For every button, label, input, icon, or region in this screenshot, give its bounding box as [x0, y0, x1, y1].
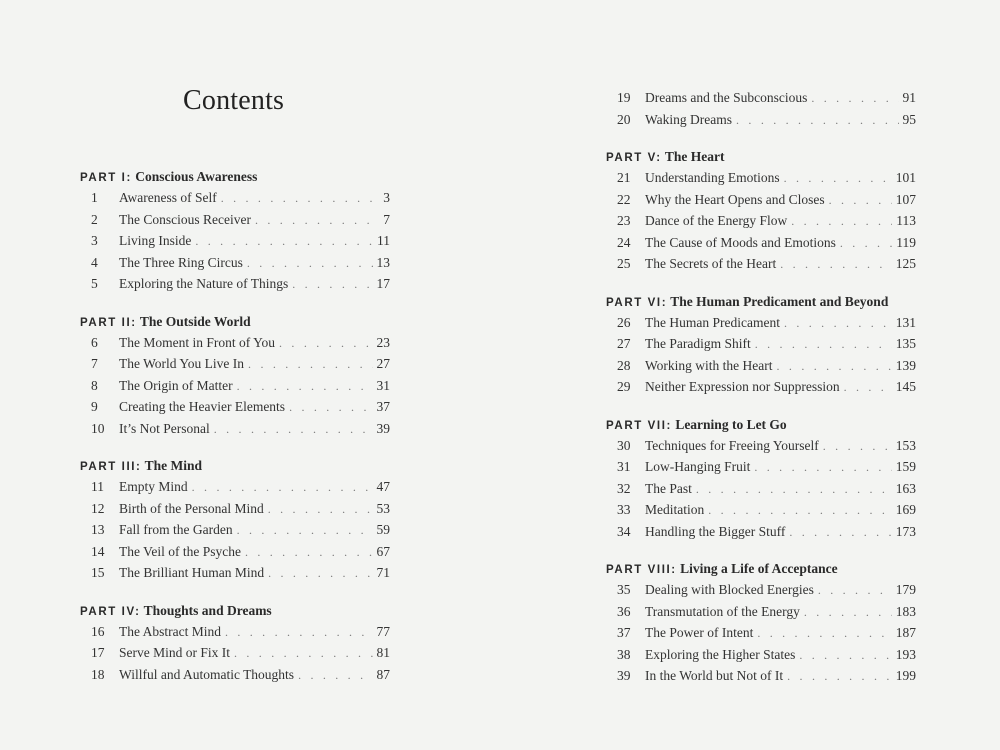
- page-number: 11: [377, 233, 390, 248]
- dot-leader: [829, 190, 892, 212]
- chapter-title: The Human Predicament: [645, 314, 780, 330]
- chapter-title: The Veil of the Psyche: [119, 543, 241, 559]
- chapter-number: 12: [91, 500, 105, 516]
- dot-leader: [195, 231, 373, 253]
- toc-entry[interactable]: [606, 87, 916, 109]
- toc-entry[interactable]: [80, 621, 390, 643]
- page-number: 53: [376, 500, 390, 516]
- chapter-number: 31: [617, 459, 631, 474]
- page-number: 47: [376, 479, 390, 494]
- page-number: 95: [902, 111, 916, 127]
- dot-leader: [777, 356, 892, 378]
- toc-entry[interactable]: [80, 541, 390, 563]
- chapter-title: Willful and Automatic Thoughts: [119, 666, 295, 682]
- page-number: 17: [376, 276, 390, 291]
- part-heading: [606, 291, 916, 312]
- toc-right-column: [606, 87, 916, 687]
- chapter-number: 1: [91, 190, 98, 205]
- part-label: PART II:: [80, 316, 137, 329]
- dot-leader: [818, 580, 892, 602]
- chapter-title: Empty Mind: [119, 479, 188, 494]
- dot-leader: [245, 542, 373, 564]
- chapter-title: The Paradigm Shift: [645, 336, 751, 351]
- toc-entry[interactable]: [606, 499, 916, 521]
- chapter-number: 7: [91, 356, 98, 371]
- toc-entry[interactable]: [80, 187, 390, 209]
- part-title: The Outside World: [139, 313, 251, 329]
- page-number: 101: [895, 170, 916, 185]
- chapter-title: Understanding Emotions: [645, 170, 780, 185]
- chapter-title: Exploring the Nature of Things: [119, 276, 289, 291]
- toc-entry[interactable]: [606, 210, 916, 232]
- chapter-number: 20: [617, 111, 631, 127]
- chapter-title: The Three Ring Circus: [119, 254, 243, 270]
- chapter-number: 26: [617, 314, 631, 330]
- dot-leader: [268, 499, 373, 521]
- toc-entry[interactable]: [80, 209, 390, 231]
- toc-entry[interactable]: [80, 642, 390, 664]
- page-number: 39: [376, 420, 390, 436]
- chapter-title: The Conscious Receiver: [119, 211, 251, 227]
- toc-entry[interactable]: [606, 109, 916, 131]
- dot-leader: [268, 563, 372, 585]
- page-number: 169: [895, 502, 916, 517]
- chapter-title: The Power of Intent: [645, 625, 754, 640]
- part-heading: [606, 558, 916, 579]
- chapter-number: 23: [617, 213, 631, 228]
- toc-entry[interactable]: [606, 333, 916, 355]
- dot-leader: [755, 334, 892, 356]
- dot-leader: [298, 665, 372, 687]
- part-section: [80, 600, 390, 686]
- toc-entry[interactable]: [606, 376, 916, 398]
- dot-leader: [789, 522, 891, 544]
- page-number: 3: [383, 190, 390, 205]
- dot-leader: [787, 666, 892, 688]
- page-number: 31: [376, 377, 390, 393]
- toc-entry[interactable]: [80, 375, 390, 397]
- chapter-number: 39: [617, 668, 631, 683]
- part-label: PART VIII:: [606, 564, 677, 576]
- dot-leader: [696, 479, 892, 501]
- chapter-title: Living Inside: [119, 233, 192, 248]
- chapter-title: Dealing with Blocked Energies: [645, 582, 814, 597]
- chapter-number: 29: [617, 379, 631, 394]
- page-number: 27: [376, 356, 390, 371]
- page-number: 23: [376, 334, 390, 350]
- dot-leader: [780, 254, 892, 276]
- dot-leader: [192, 477, 373, 499]
- toc-entry[interactable]: [80, 418, 390, 440]
- page-number: 139: [895, 357, 916, 373]
- dot-leader: [214, 419, 373, 441]
- toc-entry[interactable]: [606, 601, 916, 623]
- chapter-title: Dance of the Energy Flow: [645, 213, 788, 228]
- page-number: 159: [895, 459, 916, 474]
- toc-entry[interactable]: [80, 664, 390, 686]
- part-label: PART IV:: [80, 605, 141, 618]
- dot-leader: [823, 436, 892, 458]
- page-number: 163: [895, 480, 916, 496]
- part-label: PART VII:: [606, 419, 672, 432]
- dot-leader: [289, 397, 372, 419]
- page-number: 173: [895, 523, 916, 539]
- chapter-title: Techniques for Freeing Yourself: [645, 437, 819, 453]
- chapter-number: 27: [617, 336, 631, 351]
- dot-leader: [234, 643, 373, 665]
- chapter-number: 36: [617, 603, 631, 619]
- part-section: [80, 455, 390, 584]
- part-section: [80, 166, 390, 295]
- chapter-number: 34: [617, 523, 631, 539]
- chapter-number: 2: [91, 211, 98, 227]
- page-number: 125: [895, 256, 916, 271]
- dot-leader: [247, 253, 373, 275]
- toc-entry[interactable]: [80, 562, 390, 584]
- page-number: 71: [376, 565, 390, 580]
- chapter-number: 4: [91, 254, 98, 270]
- page-number: 179: [895, 582, 916, 597]
- page-number: 77: [376, 623, 390, 639]
- chapter-title: The Brilliant Human Mind: [119, 565, 265, 580]
- dot-leader: [784, 313, 892, 335]
- chapter-number: 6: [91, 334, 98, 350]
- page-number: 145: [895, 379, 916, 394]
- chapter-number: 15: [91, 565, 105, 580]
- page-number: 87: [376, 666, 390, 682]
- chapter-title: Why the Heart Opens and Closes: [645, 191, 825, 207]
- chapter-title: The Secrets of the Heart: [645, 256, 777, 271]
- dot-leader: [799, 645, 891, 667]
- part-label: PART III:: [80, 461, 142, 473]
- chapter-number: 33: [617, 502, 631, 517]
- part-label: PART V:: [606, 152, 662, 164]
- chapter-title: The Origin of Matter: [119, 377, 233, 393]
- part-section: [80, 311, 390, 440]
- dot-leader: [840, 233, 892, 255]
- page-number: 153: [895, 437, 916, 453]
- chapter-title: The World You Live In: [119, 356, 245, 371]
- part-title: Learning to Let Go: [675, 416, 787, 432]
- toc-entry[interactable]: [606, 478, 916, 500]
- toc-entry[interactable]: [80, 230, 390, 252]
- page-number: 119: [896, 234, 916, 250]
- toc-entry[interactable]: [80, 353, 390, 375]
- toc-entry[interactable]: [606, 665, 916, 687]
- toc-entry[interactable]: [606, 355, 916, 377]
- chapter-title: Working with the Heart: [645, 357, 773, 373]
- page-number: 131: [895, 314, 916, 330]
- page-number: 59: [376, 522, 390, 537]
- dot-leader: [784, 168, 892, 190]
- chapter-number: 8: [91, 377, 98, 393]
- toc-entry[interactable]: [606, 253, 916, 275]
- chapter-number: 24: [617, 234, 631, 250]
- dot-leader: [757, 623, 891, 645]
- dot-leader: [292, 274, 372, 296]
- toc-entry[interactable]: [606, 312, 916, 334]
- page-number: 37: [376, 399, 390, 414]
- chapter-number: 19: [617, 90, 631, 105]
- part-section: [606, 558, 916, 687]
- dot-leader: [279, 333, 372, 355]
- chapter-title: Exploring the Higher States: [645, 646, 796, 662]
- page-title: Contents: [183, 84, 285, 116]
- page-number: 7: [383, 211, 390, 227]
- chapter-number: 18: [91, 666, 105, 682]
- chapter-title: Low-Hanging Fruit: [645, 459, 751, 474]
- dot-leader: [225, 622, 373, 644]
- toc-entry[interactable]: [606, 167, 916, 189]
- chapter-title: Dreams and the Subconscious: [645, 90, 808, 105]
- chapter-title: The Past: [645, 480, 692, 496]
- toc-entry[interactable]: [80, 498, 390, 520]
- chapter-number: 30: [617, 437, 631, 453]
- dot-leader: [754, 457, 891, 479]
- chapter-number: 3: [91, 233, 98, 248]
- chapter-title: Neither Expression nor Suppression: [645, 379, 840, 394]
- part-heading: [606, 414, 916, 435]
- part-title: The Heart: [664, 149, 725, 164]
- chapter-title: The Cause of Moods and Emotions: [645, 234, 836, 250]
- part-section: [606, 87, 916, 130]
- chapter-number: 9: [91, 399, 98, 414]
- part-heading: [80, 166, 390, 187]
- dot-leader: [221, 188, 380, 210]
- part-heading: [80, 455, 390, 476]
- chapter-title: Handling the Bigger Stuff: [645, 523, 786, 539]
- page-number: 67: [376, 543, 390, 559]
- toc-entry[interactable]: [606, 435, 916, 457]
- page-number: 135: [895, 336, 916, 351]
- page-number: 199: [895, 668, 916, 683]
- chapter-number: 32: [617, 480, 631, 496]
- chapter-number: 13: [91, 522, 105, 537]
- page-number: 91: [902, 90, 916, 105]
- chapter-number: 21: [617, 170, 631, 185]
- dot-leader: [248, 354, 372, 376]
- dot-leader: [237, 520, 373, 542]
- toc-entry[interactable]: [80, 396, 390, 418]
- page-number: 193: [895, 646, 916, 662]
- chapter-title: The Moment in Front of You: [119, 334, 276, 350]
- page-number: 81: [376, 645, 390, 660]
- chapter-number: 38: [617, 646, 631, 662]
- chapter-title: Awareness of Self: [119, 190, 217, 205]
- part-title: The Human Predicament and Beyond: [670, 293, 889, 309]
- chapter-number: 14: [91, 543, 105, 559]
- chapter-title: In the World but Not of It: [645, 668, 784, 683]
- part-heading: [80, 600, 390, 621]
- page-number: 187: [895, 625, 916, 640]
- dot-leader: [844, 377, 892, 399]
- toc-entry[interactable]: [606, 579, 916, 601]
- toc-entry[interactable]: [606, 232, 916, 254]
- chapter-number: 22: [617, 191, 631, 207]
- dot-leader: [237, 376, 373, 398]
- chapter-title: The Abstract Mind: [119, 623, 221, 639]
- toc-left-column: [80, 166, 390, 685]
- part-title: The Mind: [144, 458, 202, 473]
- toc-entry[interactable]: [606, 644, 916, 666]
- part-heading: [606, 146, 916, 167]
- chapter-number: 17: [91, 645, 105, 660]
- part-label: PART VI:: [606, 296, 668, 309]
- chapter-number: 25: [617, 256, 631, 271]
- page-number: 13: [376, 254, 390, 270]
- chapter-number: 11: [91, 479, 104, 494]
- page-number: 107: [895, 191, 916, 207]
- part-label: PART I:: [80, 172, 132, 184]
- part-heading: [80, 311, 390, 332]
- page-number: 183: [895, 603, 916, 619]
- part-title: Living a Life of Acceptance: [680, 561, 838, 576]
- chapter-title: Meditation: [645, 502, 705, 517]
- chapter-number: 35: [617, 582, 631, 597]
- chapter-number: 10: [91, 420, 105, 436]
- dot-leader: [708, 500, 892, 522]
- chapter-title: Waking Dreams: [645, 111, 733, 127]
- chapter-number: 37: [617, 625, 631, 640]
- chapter-title: Creating the Heavier Elements: [119, 399, 286, 414]
- chapter-title: Fall from the Garden: [119, 522, 233, 537]
- toc-entry[interactable]: [606, 521, 916, 543]
- chapter-number: 5: [91, 276, 98, 291]
- dot-leader: [811, 88, 898, 110]
- chapter-title: Serve Mind or Fix It: [119, 645, 230, 660]
- chapter-title: Birth of the Personal Mind: [119, 500, 264, 516]
- page-number: 113: [896, 213, 916, 228]
- chapter-title: Transmutation of the Energy: [645, 603, 800, 619]
- chapter-title: It’s Not Personal: [119, 420, 210, 436]
- toc-entry[interactable]: [606, 189, 916, 211]
- part-section: [606, 146, 916, 275]
- part-section: [606, 291, 916, 398]
- dot-leader: [791, 211, 892, 233]
- chapter-number: 28: [617, 357, 631, 373]
- dot-leader: [255, 210, 379, 232]
- toc-entry[interactable]: [80, 476, 390, 498]
- toc-entry[interactable]: [606, 622, 916, 644]
- part-title: Conscious Awareness: [135, 169, 258, 184]
- toc-entry[interactable]: [606, 456, 916, 478]
- part-section: [606, 414, 916, 543]
- part-title: Thoughts and Dreams: [143, 602, 272, 618]
- toc-entry[interactable]: [80, 252, 390, 274]
- dot-leader: [736, 110, 898, 132]
- chapter-number: 16: [91, 623, 105, 639]
- toc-entry[interactable]: [80, 273, 390, 295]
- dot-leader: [804, 602, 892, 624]
- toc-entry[interactable]: [80, 332, 390, 354]
- toc-entry[interactable]: [80, 519, 390, 541]
